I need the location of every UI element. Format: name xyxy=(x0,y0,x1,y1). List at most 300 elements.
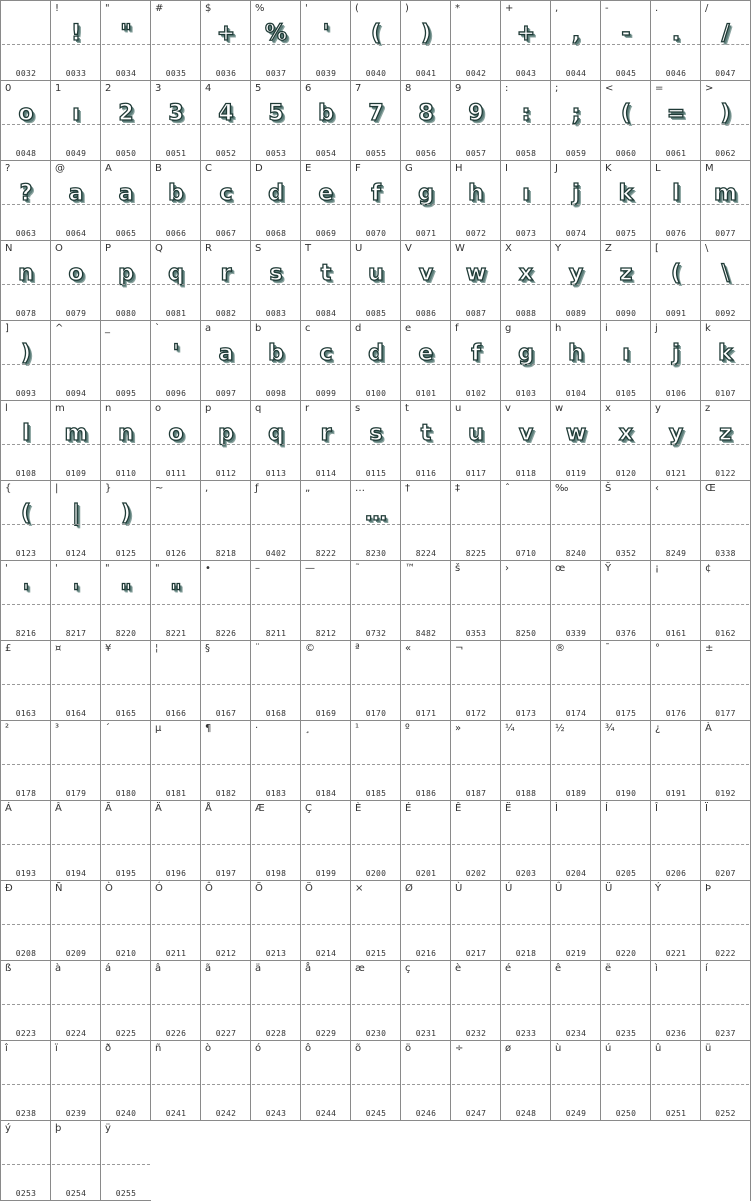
character-label: | xyxy=(55,483,59,494)
glyph-cell xyxy=(100,960,151,1041)
char-code-label: 8222 xyxy=(315,549,337,558)
baseline-guide xyxy=(652,124,700,125)
baseline-guide xyxy=(2,204,50,205)
glyph-cell xyxy=(0,800,51,881)
baseline-guide xyxy=(102,844,150,845)
glyph-cell xyxy=(500,720,551,801)
char-code-label: 0170 xyxy=(365,709,387,718)
glyph-cell xyxy=(0,960,51,1041)
char-code-label: 0225 xyxy=(115,1029,137,1038)
character-label: { xyxy=(5,483,12,494)
char-code-label: 0047 xyxy=(715,69,736,78)
glyph-cell xyxy=(50,1040,101,1121)
character-label: 5 xyxy=(255,83,262,94)
baseline-guide xyxy=(702,924,749,925)
glyph-preview: t xyxy=(320,261,332,286)
character-label: ! xyxy=(55,3,60,14)
char-code-label: 0193 xyxy=(15,869,37,878)
char-code-label: 0075 xyxy=(615,229,637,238)
char-code-label: 0182 xyxy=(215,789,237,798)
char-code-label: 0230 xyxy=(365,1029,387,1038)
character-label: _ xyxy=(105,323,110,334)
baseline-guide xyxy=(652,204,700,205)
baseline-guide xyxy=(102,764,150,765)
character-label: O xyxy=(55,243,63,254)
character-label: í xyxy=(705,963,708,974)
char-code-label: 0096 xyxy=(165,389,187,398)
char-code-label: 0200 xyxy=(365,869,387,878)
glyph-cell xyxy=(500,240,551,321)
baseline-guide xyxy=(52,524,100,525)
glyph-cell xyxy=(600,560,651,641)
character-label: < xyxy=(605,83,614,94)
baseline-guide xyxy=(702,444,749,445)
char-code-label: 0049 xyxy=(65,149,87,158)
glyph-preview: ' xyxy=(22,581,30,606)
glyph-preview: r xyxy=(320,421,332,446)
baseline-guide xyxy=(502,1084,550,1085)
char-code-label: 0085 xyxy=(365,309,387,318)
glyph-cell xyxy=(400,800,451,881)
baseline-guide xyxy=(352,684,400,685)
character-label: P xyxy=(105,243,112,254)
char-code-label: 0180 xyxy=(115,789,137,798)
character-label: Ð xyxy=(5,883,13,894)
glyph-cell xyxy=(300,0,351,81)
baseline-guide xyxy=(302,844,350,845)
baseline-guide xyxy=(202,364,250,365)
glyph-preview: z xyxy=(719,421,732,446)
glyph-cell xyxy=(150,240,201,321)
character-label: ó xyxy=(255,1043,262,1054)
baseline-guide xyxy=(452,524,500,525)
baseline-guide xyxy=(152,844,200,845)
baseline-guide xyxy=(202,924,250,925)
character-label: 3 xyxy=(155,83,162,94)
baseline-guide xyxy=(452,364,500,365)
glyph-preview: v xyxy=(418,261,434,286)
char-code-label: 0172 xyxy=(465,709,487,718)
character-label: J xyxy=(555,163,558,174)
glyph-cell xyxy=(300,960,351,1041)
glyph-cell xyxy=(550,640,601,721)
character-label: A xyxy=(105,163,112,174)
glyph-preview: a xyxy=(218,341,234,366)
character-label: 7 xyxy=(355,83,362,94)
character-label: : xyxy=(505,83,509,94)
glyph-cell xyxy=(0,880,51,961)
char-code-label: 0110 xyxy=(115,469,137,478)
glyph-preview: o xyxy=(18,101,34,126)
baseline-guide xyxy=(352,524,400,525)
glyph-cell xyxy=(250,800,301,881)
char-code-label: 0207 xyxy=(715,869,736,878)
glyph-preview: v xyxy=(518,421,534,446)
glyph-preview: m xyxy=(714,181,737,206)
glyph-preview: " xyxy=(120,581,132,606)
glyph-cell xyxy=(200,480,251,561)
glyph-cell xyxy=(50,880,101,961)
character-label: * xyxy=(455,3,460,14)
character-label: Ö xyxy=(305,883,313,894)
char-code-label: 0107 xyxy=(715,389,736,398)
glyph-cell xyxy=(0,0,51,81)
baseline-guide xyxy=(652,604,700,605)
glyph-cell xyxy=(200,80,251,161)
char-code-label: 0121 xyxy=(665,469,687,478)
baseline-guide xyxy=(2,1084,50,1085)
glyph-cell xyxy=(350,240,401,321)
baseline-guide xyxy=(652,444,700,445)
glyph-cell xyxy=(650,1040,701,1121)
character-label: f xyxy=(455,323,459,334)
character-label: ‰ xyxy=(555,483,569,494)
glyph-cell xyxy=(600,320,651,401)
character-label: « xyxy=(405,643,412,654)
glyph-preview: c xyxy=(219,181,233,206)
glyph-cell xyxy=(350,880,401,961)
baseline-guide xyxy=(52,844,100,845)
char-code-label: 0098 xyxy=(265,389,287,398)
glyph-preview: n xyxy=(118,421,134,446)
glyph-cell xyxy=(100,880,151,961)
character-label: ¦ xyxy=(155,643,159,654)
character-label: , xyxy=(555,3,559,14)
character-label: À xyxy=(705,723,712,734)
glyph-cell xyxy=(100,1120,151,1201)
glyph-preview: k xyxy=(618,181,634,206)
char-code-label: 0732 xyxy=(365,629,387,638)
glyph-cell xyxy=(50,960,101,1041)
character-label: h xyxy=(555,323,562,334)
char-code-label: 0071 xyxy=(415,229,437,238)
glyph-cell xyxy=(550,960,601,1041)
glyph-cell xyxy=(650,800,701,881)
baseline-guide xyxy=(52,924,100,925)
character-label: • xyxy=(205,563,211,574)
baseline-guide xyxy=(102,924,150,925)
baseline-guide xyxy=(152,764,200,765)
glyph-cell xyxy=(500,1040,551,1121)
character-label: ö xyxy=(405,1043,412,1054)
baseline-guide xyxy=(202,124,250,125)
baseline-guide xyxy=(402,124,450,125)
glyph-cell xyxy=(700,320,751,401)
baseline-guide xyxy=(402,684,450,685)
character-label: @ xyxy=(55,163,65,174)
character-label: ˆ xyxy=(505,483,510,494)
glyph-cell xyxy=(0,640,51,721)
character-label: - xyxy=(605,3,609,14)
glyph-cell xyxy=(200,400,251,481)
character-label: ª xyxy=(355,643,360,654)
character-label: ¼ xyxy=(505,723,515,734)
baseline-guide xyxy=(552,124,600,125)
char-code-label: 0058 xyxy=(515,149,537,158)
baseline-guide xyxy=(302,284,350,285)
char-code-label: 0219 xyxy=(565,949,587,958)
char-code-label: 0224 xyxy=(65,1029,87,1038)
char-code-label: 0126 xyxy=(165,549,187,558)
glyph-cell xyxy=(500,320,551,401)
char-code-label: 0197 xyxy=(215,869,237,878)
char-code-label: 0064 xyxy=(65,229,87,238)
character-label: é xyxy=(505,963,512,974)
char-code-label: 0173 xyxy=(515,709,537,718)
glyph-cell xyxy=(100,0,151,81)
glyph-cell xyxy=(350,560,401,641)
char-code-label: 0202 xyxy=(465,869,487,878)
character-label: á xyxy=(105,963,112,974)
character-label: — xyxy=(305,563,315,574)
character-label: C xyxy=(205,163,212,174)
baseline-guide xyxy=(252,1004,300,1005)
character-label: H xyxy=(455,163,463,174)
character-label: ( xyxy=(355,3,359,14)
baseline-guide xyxy=(502,524,550,525)
baseline-guide xyxy=(352,44,400,45)
char-code-label: 8220 xyxy=(115,629,137,638)
baseline-guide xyxy=(102,604,150,605)
char-code-label: 0087 xyxy=(465,309,487,318)
glyph-cell xyxy=(250,880,301,961)
char-code-label: 0174 xyxy=(565,709,587,718)
glyph-cell xyxy=(200,0,251,81)
char-code-label: 0116 xyxy=(415,469,437,478)
glyph-preview: 5 xyxy=(268,101,284,126)
character-label: þ xyxy=(55,1123,62,1134)
char-code-label: 0045 xyxy=(615,69,637,78)
baseline-guide xyxy=(302,444,350,445)
glyph-cell xyxy=(0,1120,51,1201)
baseline-guide xyxy=(52,284,100,285)
baseline-guide xyxy=(652,764,700,765)
char-code-label: 0203 xyxy=(515,869,537,878)
glyph-cell xyxy=(650,480,701,561)
baseline-guide xyxy=(302,1084,350,1085)
char-code-label: 0080 xyxy=(115,309,137,318)
glyph-preview: z xyxy=(619,261,633,286)
char-code-label: 0205 xyxy=(615,869,637,878)
char-code-label: 0074 xyxy=(565,229,587,238)
char-code-label: 0250 xyxy=(615,1109,637,1118)
character-label: , xyxy=(205,483,209,494)
baseline-guide xyxy=(702,364,749,365)
baseline-guide xyxy=(352,844,400,845)
character-label: ë xyxy=(605,963,612,974)
baseline-guide xyxy=(2,764,50,765)
glyph-cell xyxy=(150,560,201,641)
glyph-cell xyxy=(500,640,551,721)
glyph-preview: x xyxy=(618,421,634,446)
glyph-cell xyxy=(550,800,601,881)
glyph-cell xyxy=(100,720,151,801)
character-label: z xyxy=(705,403,711,414)
glyph-cell xyxy=(400,0,451,81)
glyph-cell xyxy=(600,960,651,1041)
glyph-cell xyxy=(500,960,551,1041)
glyph-cell xyxy=(200,160,251,241)
character-label: ? xyxy=(5,163,11,174)
character-label: ò xyxy=(205,1043,212,1054)
char-code-label: 0190 xyxy=(615,789,637,798)
char-code-label: 8240 xyxy=(565,549,587,558)
glyph-cell xyxy=(550,320,601,401)
character-label: n xyxy=(105,403,112,414)
character-label: â xyxy=(155,963,162,974)
baseline-guide xyxy=(602,204,650,205)
glyph-preview: b xyxy=(268,341,284,366)
baseline-guide xyxy=(602,764,650,765)
glyph-preview: 9 xyxy=(468,101,484,126)
baseline-guide xyxy=(2,524,50,525)
glyph-cell xyxy=(250,320,301,401)
glyph-cell xyxy=(350,640,401,721)
glyph-cell xyxy=(700,880,751,961)
char-code-label: 0101 xyxy=(415,389,437,398)
baseline-guide xyxy=(252,684,300,685)
baseline-guide xyxy=(202,764,250,765)
character-label: ; xyxy=(555,83,559,94)
character-label: ½ xyxy=(555,723,565,734)
char-code-label: 0191 xyxy=(665,789,687,798)
baseline-guide xyxy=(2,364,50,365)
baseline-guide xyxy=(402,364,450,365)
glyph-cell xyxy=(50,800,101,881)
character-label: w xyxy=(555,403,564,414)
char-code-label: 8216 xyxy=(15,629,37,638)
glyph-cell xyxy=(450,320,501,401)
character-label: g xyxy=(505,323,512,334)
baseline-guide xyxy=(502,204,550,205)
glyph-cell xyxy=(50,720,101,801)
char-code-label: 0161 xyxy=(665,629,687,638)
glyph-cell xyxy=(700,640,751,721)
glyph-preview: ( xyxy=(620,101,632,126)
glyph-preview: / xyxy=(721,21,730,46)
char-code-label: 0204 xyxy=(565,869,587,878)
baseline-guide xyxy=(502,764,550,765)
character-label: ² xyxy=(5,723,10,734)
glyph-preview: " xyxy=(170,581,182,606)
baseline-guide xyxy=(602,124,650,125)
char-code-label: 8250 xyxy=(515,629,537,638)
character-label: Ó xyxy=(155,883,163,894)
glyph-preview: ( xyxy=(670,261,682,286)
char-code-label: 0081 xyxy=(165,309,187,318)
glyph-preview: ) xyxy=(720,101,731,126)
character-label: Ü xyxy=(605,883,613,894)
char-code-label: 0072 xyxy=(465,229,487,238)
glyph-preview: o xyxy=(168,421,184,446)
glyph-cell xyxy=(700,560,751,641)
glyph-preview: h xyxy=(468,181,484,206)
character-label: · xyxy=(255,723,259,734)
glyph-preview: h xyxy=(568,341,584,366)
glyph-cell xyxy=(200,960,251,1041)
character-label: u xyxy=(455,403,462,414)
character-label: Š xyxy=(605,483,612,494)
character-label: è xyxy=(455,963,462,974)
glyph-cell xyxy=(200,560,251,641)
baseline-guide xyxy=(302,924,350,925)
glyph-cell xyxy=(100,160,151,241)
glyph-cell xyxy=(100,80,151,161)
glyph-preview: u xyxy=(468,421,484,446)
baseline-guide xyxy=(52,1084,100,1085)
baseline-guide xyxy=(452,844,500,845)
glyph-cell xyxy=(700,240,751,321)
baseline-guide xyxy=(2,684,50,685)
baseline-guide xyxy=(152,1084,200,1085)
baseline-guide xyxy=(702,844,749,845)
baseline-guide xyxy=(2,1004,50,1005)
char-code-label: 0052 xyxy=(215,149,237,158)
glyph-cell xyxy=(600,0,651,81)
glyph-cell xyxy=(500,0,551,81)
char-code-label: 0233 xyxy=(515,1029,537,1038)
glyph-cell xyxy=(350,480,401,561)
char-code-label: 0061 xyxy=(665,149,687,158)
character-label: Ý xyxy=(655,883,662,894)
baseline-guide xyxy=(302,524,350,525)
glyph-preview: q xyxy=(168,261,184,286)
baseline-guide xyxy=(352,764,400,765)
char-code-label: 0244 xyxy=(315,1109,337,1118)
character-label: v xyxy=(505,403,511,414)
char-code-label: 0094 xyxy=(65,389,87,398)
char-code-label: 0046 xyxy=(665,69,687,78)
glyph-preview: ı xyxy=(522,181,530,206)
glyph-cell xyxy=(700,960,751,1041)
baseline-guide xyxy=(2,284,50,285)
glyph-cell xyxy=(150,0,201,81)
baseline-guide xyxy=(602,284,650,285)
char-code-label: 0253 xyxy=(15,1189,37,1198)
glyph-preview: ' xyxy=(72,581,80,606)
character-label: º xyxy=(405,723,410,734)
char-code-label: 0118 xyxy=(515,469,537,478)
glyph-cell xyxy=(0,720,51,801)
baseline-guide xyxy=(602,1084,650,1085)
baseline-guide xyxy=(652,524,700,525)
glyph-cell xyxy=(700,1040,751,1121)
glyph-preview: : xyxy=(521,101,531,126)
character-label: › xyxy=(505,563,509,574)
baseline-guide xyxy=(502,924,550,925)
char-code-label: 0178 xyxy=(15,789,37,798)
char-code-label: 0125 xyxy=(115,549,137,558)
glyph-cell xyxy=(550,480,601,561)
char-code-label: 0106 xyxy=(665,389,687,398)
glyph-preview: n xyxy=(18,261,34,286)
char-code-label: 0050 xyxy=(115,149,137,158)
char-code-label: 0084 xyxy=(315,309,337,318)
baseline-guide xyxy=(652,924,700,925)
glyph-preview: ) xyxy=(420,21,432,46)
character-label: Ä xyxy=(155,803,162,814)
character-label: ú xyxy=(605,1043,612,1054)
glyph-cell xyxy=(400,560,451,641)
glyph-cell xyxy=(250,160,301,241)
character-label: © xyxy=(305,643,315,654)
glyph-preview: ) xyxy=(20,341,32,366)
character-label: # xyxy=(155,3,164,14)
character-label: û xyxy=(655,1043,662,1054)
glyph-preview: = xyxy=(666,101,686,126)
glyph-cell xyxy=(700,400,751,481)
glyph-preview: ' xyxy=(172,341,180,366)
